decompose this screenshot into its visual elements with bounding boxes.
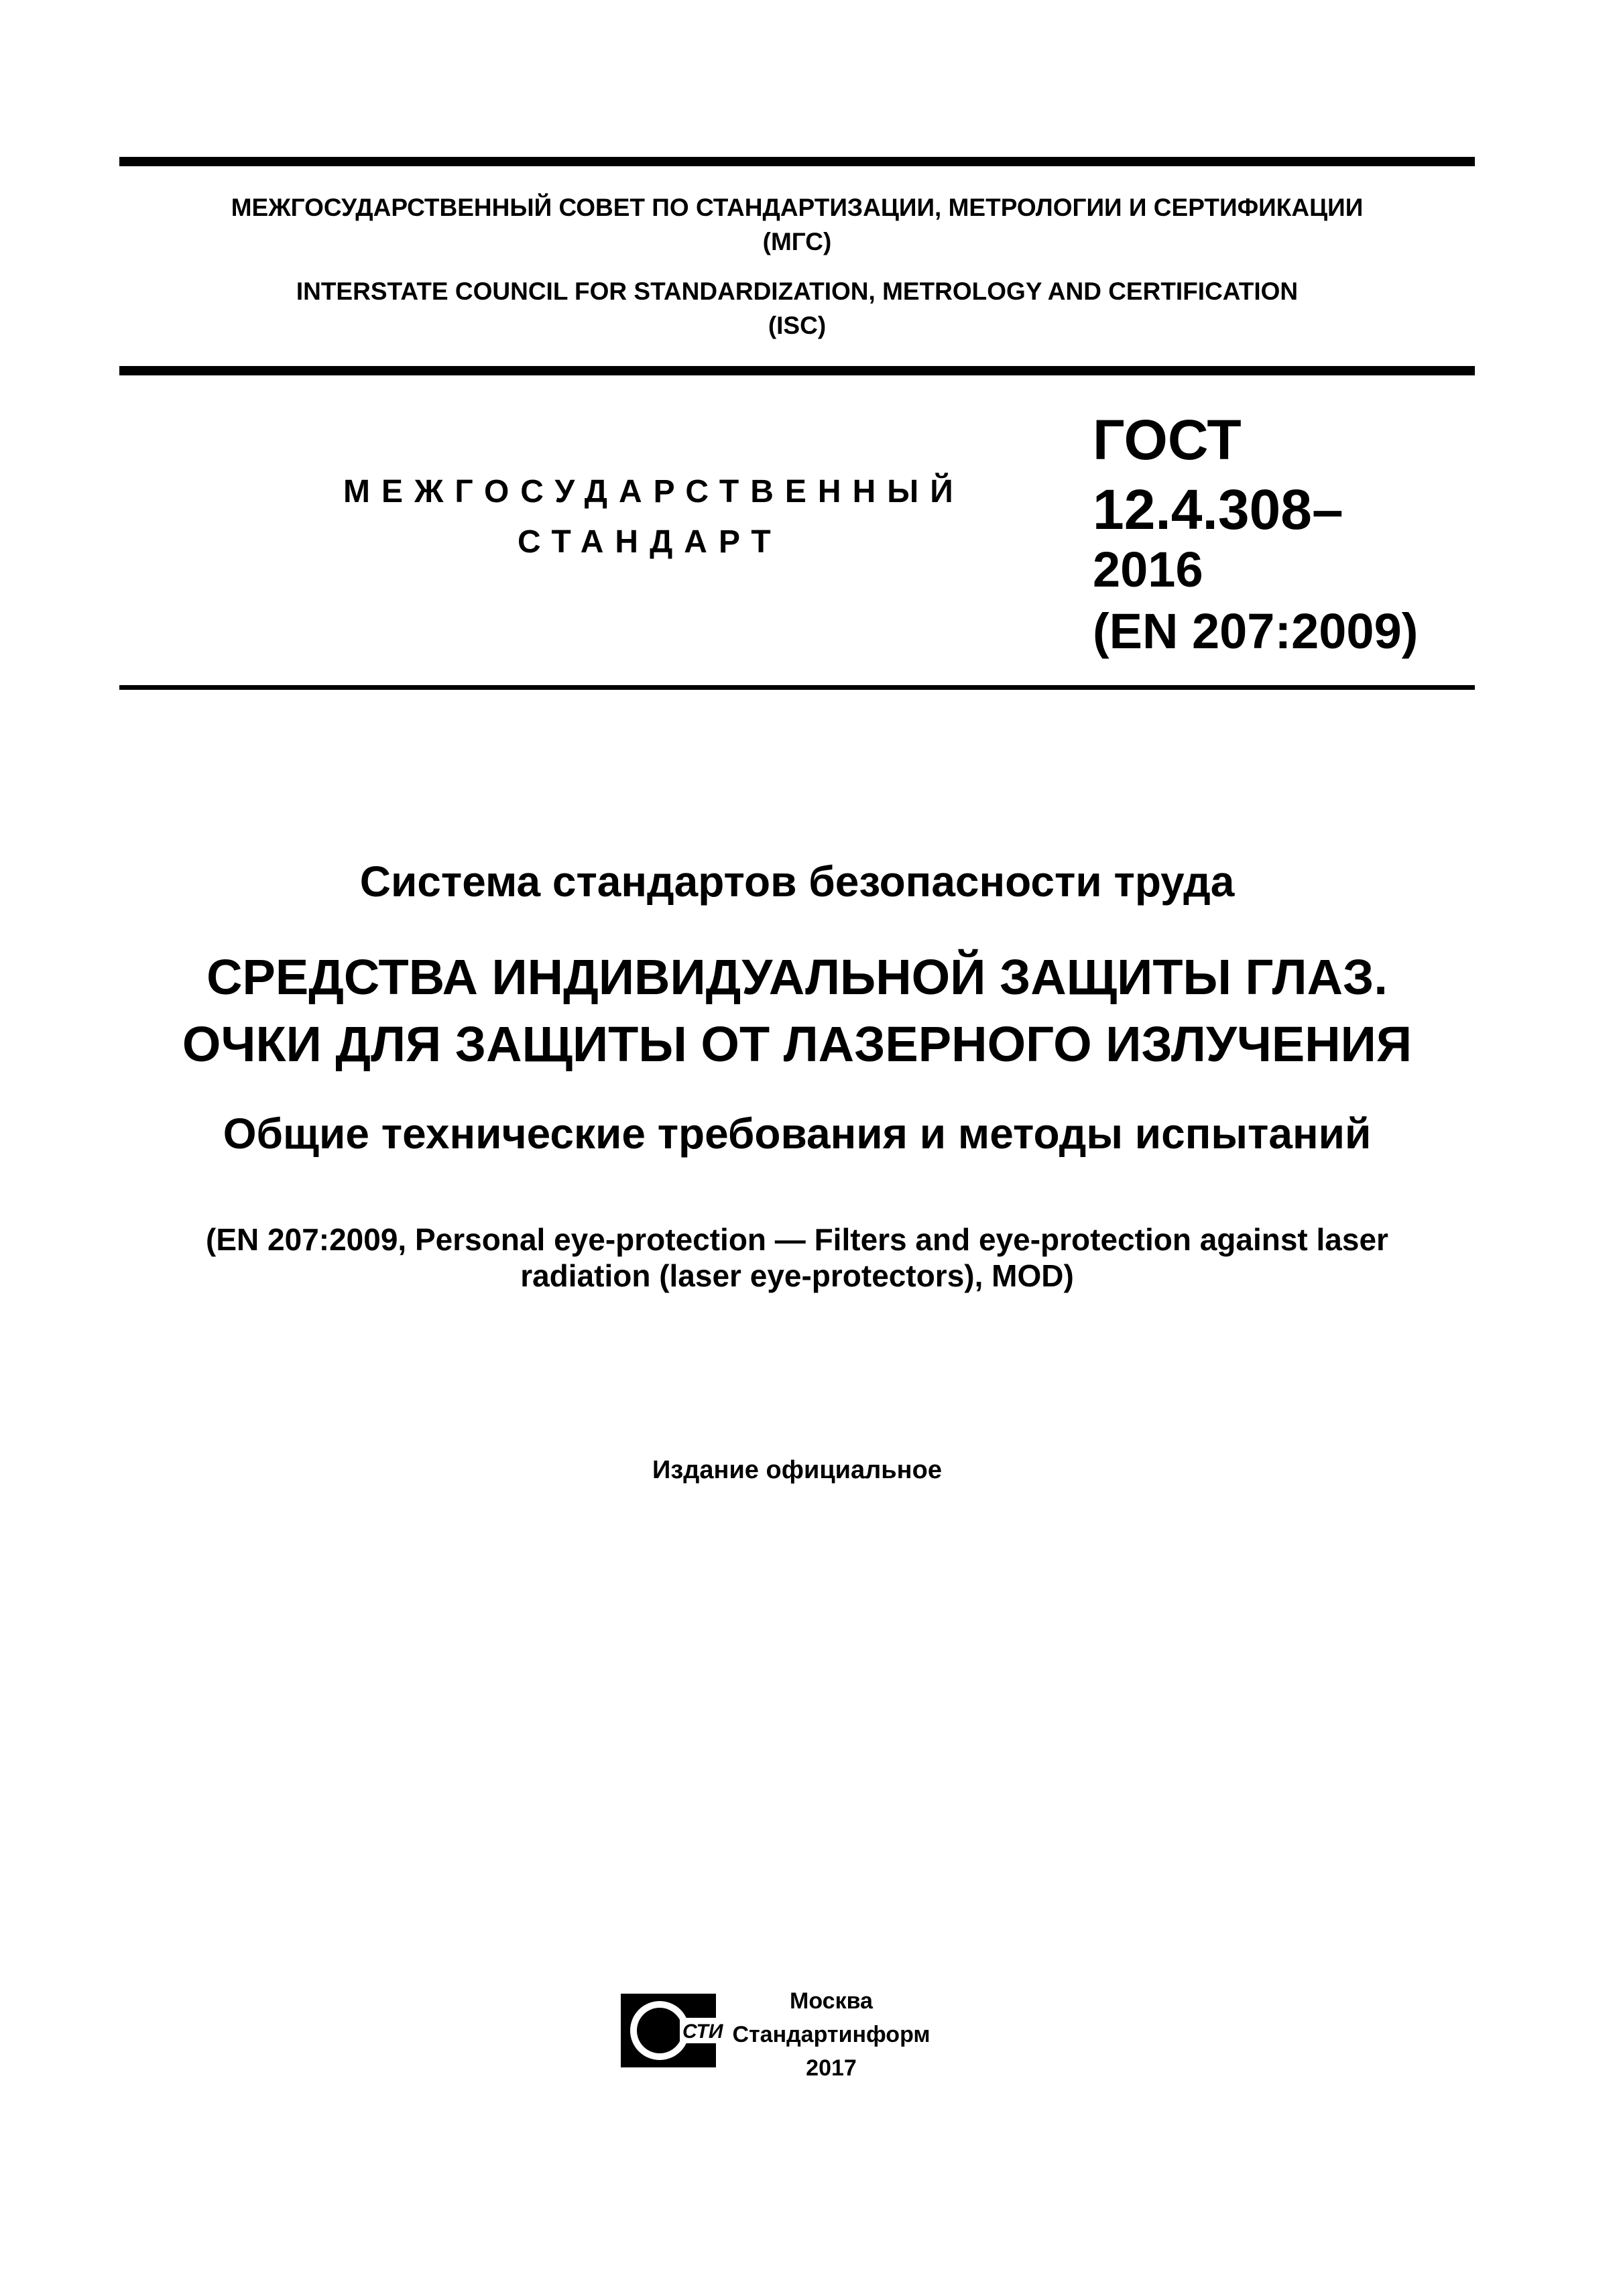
council-ru-line1: МЕЖГОСУДАРСТВЕННЫЙ СОВЕТ ПО СТАНДАРТИЗАЦИИ, МЕТРОЛОГИИ И СЕРТИФИКАЦИИ xyxy=(231,194,1364,221)
publisher-city: Москва xyxy=(790,1988,873,2014)
publisher-logo-icon xyxy=(618,1991,723,2070)
council-en-line1: INTERSTATE COUNCIL FOR STANDARDIZATION, METROLOGY AND CERTIFICATION xyxy=(296,278,1299,305)
en-reference-line1: (EN 207:2009, Personal eye-protection — Filters and eye-protection against laser xyxy=(206,1222,1388,1257)
title-main-line1: СРЕДСТВА ИНДИВИДУАЛЬНОЙ ЗАЩИТЫ ГЛАЗ. xyxy=(206,949,1388,1005)
top-rule xyxy=(119,157,1475,166)
publisher-year: 2017 xyxy=(806,2055,857,2081)
title-subtitle: Общие технические требования и методы испытаний xyxy=(223,1109,1372,1158)
standard-type-line2: СТАНДАРТ xyxy=(518,524,782,560)
header-rule xyxy=(119,685,1475,690)
publisher-name: Стандартинформ xyxy=(732,2022,930,2047)
en-reference-line2: radiation (laser eye-protectors), MOD) xyxy=(520,1258,1074,1293)
council-en-line2: (ISC) xyxy=(768,312,827,339)
edition-label: Издание официальное xyxy=(652,1456,942,1484)
title-main-line2: ОЧКИ ДЛЯ ЗАЩИТЫ ОТ ЛАЗЕРНОГО ИЗЛУЧЕНИЯ xyxy=(182,1016,1412,1072)
gost-prefix: ГОСТ xyxy=(1093,408,1242,471)
publisher-logo-text: СТИ xyxy=(682,2020,723,2043)
council-ru-line2: (МГС) xyxy=(762,228,832,255)
gost-en-ref: (EN 207:2009) xyxy=(1093,603,1419,659)
title-system: Система стандартов безопасности труда xyxy=(359,857,1235,906)
standard-type-line1: МЕЖГОСУДАРСТВЕННЫЙ xyxy=(343,474,965,509)
gost-year: 2016 xyxy=(1093,542,1203,597)
gost-number: 12.4.308– xyxy=(1093,478,1343,541)
council-rule xyxy=(119,366,1475,375)
